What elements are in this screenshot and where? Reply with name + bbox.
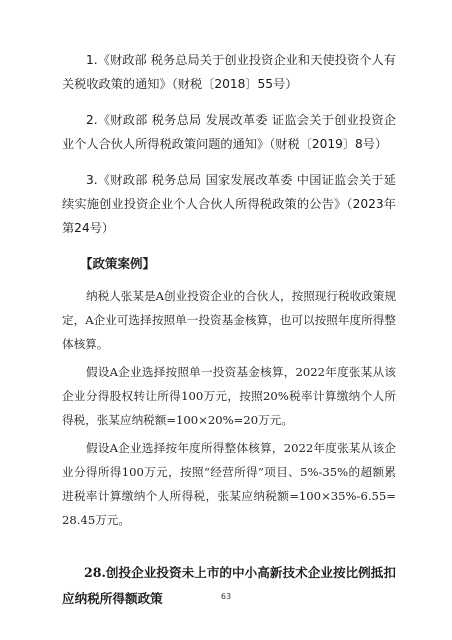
policy-title: 28.创投企业投资未上市的中小高新技术企业按比例抵扣应纳税所得额政策 [62, 565, 396, 606]
case-paragraph-2: 假设A企业选择按照单一投资基金核算，2022年度张某从该企业分得股权转让所得100万元，按照20%税率计算缴纳个人所得税，张某应纳税额=100×20%=20万元。 [62, 365, 396, 427]
document-body [62, 48, 396, 612]
page-number: 63 [220, 592, 232, 601]
case-paragraph-3: 假设A企业选择按年度所得整体核算，2022年度张某从该企业分得所得100万元，按照“经营所得”项目、5%-35%的超额累进税率计算缴纳个人所得税，张某应纳税额=100×35%-6.55=28.45万元。 [62, 441, 396, 527]
reference-item-3: 3.《财政部 税务总局 国家发展改革委 中国证监会关于延续实施创业投资企业个人合伙人所得税政策的公告》（2023年第24号） [62, 173, 396, 235]
reference-item-1: 1.《财政部 税务总局关于创业投资企业和天使投资个人有关税收政策的通知》（财税〔2018〕55号） [62, 53, 396, 91]
policy-case-heading: 【政策案例】 [80, 256, 156, 271]
case-paragraph-1: 纳税人张某是A创业投资企业的合伙人，按照现行税收政策规定，A企业可选择按照单一投资基金核算，也可以按照年度所得整体核算。 [62, 289, 396, 351]
reference-item-2: 2.《财政部 税务总局 发展改革委 证监会关于创业投资企业个人合伙人所得税政策问题的通知》（财税〔2019〕8号） [62, 113, 396, 151]
